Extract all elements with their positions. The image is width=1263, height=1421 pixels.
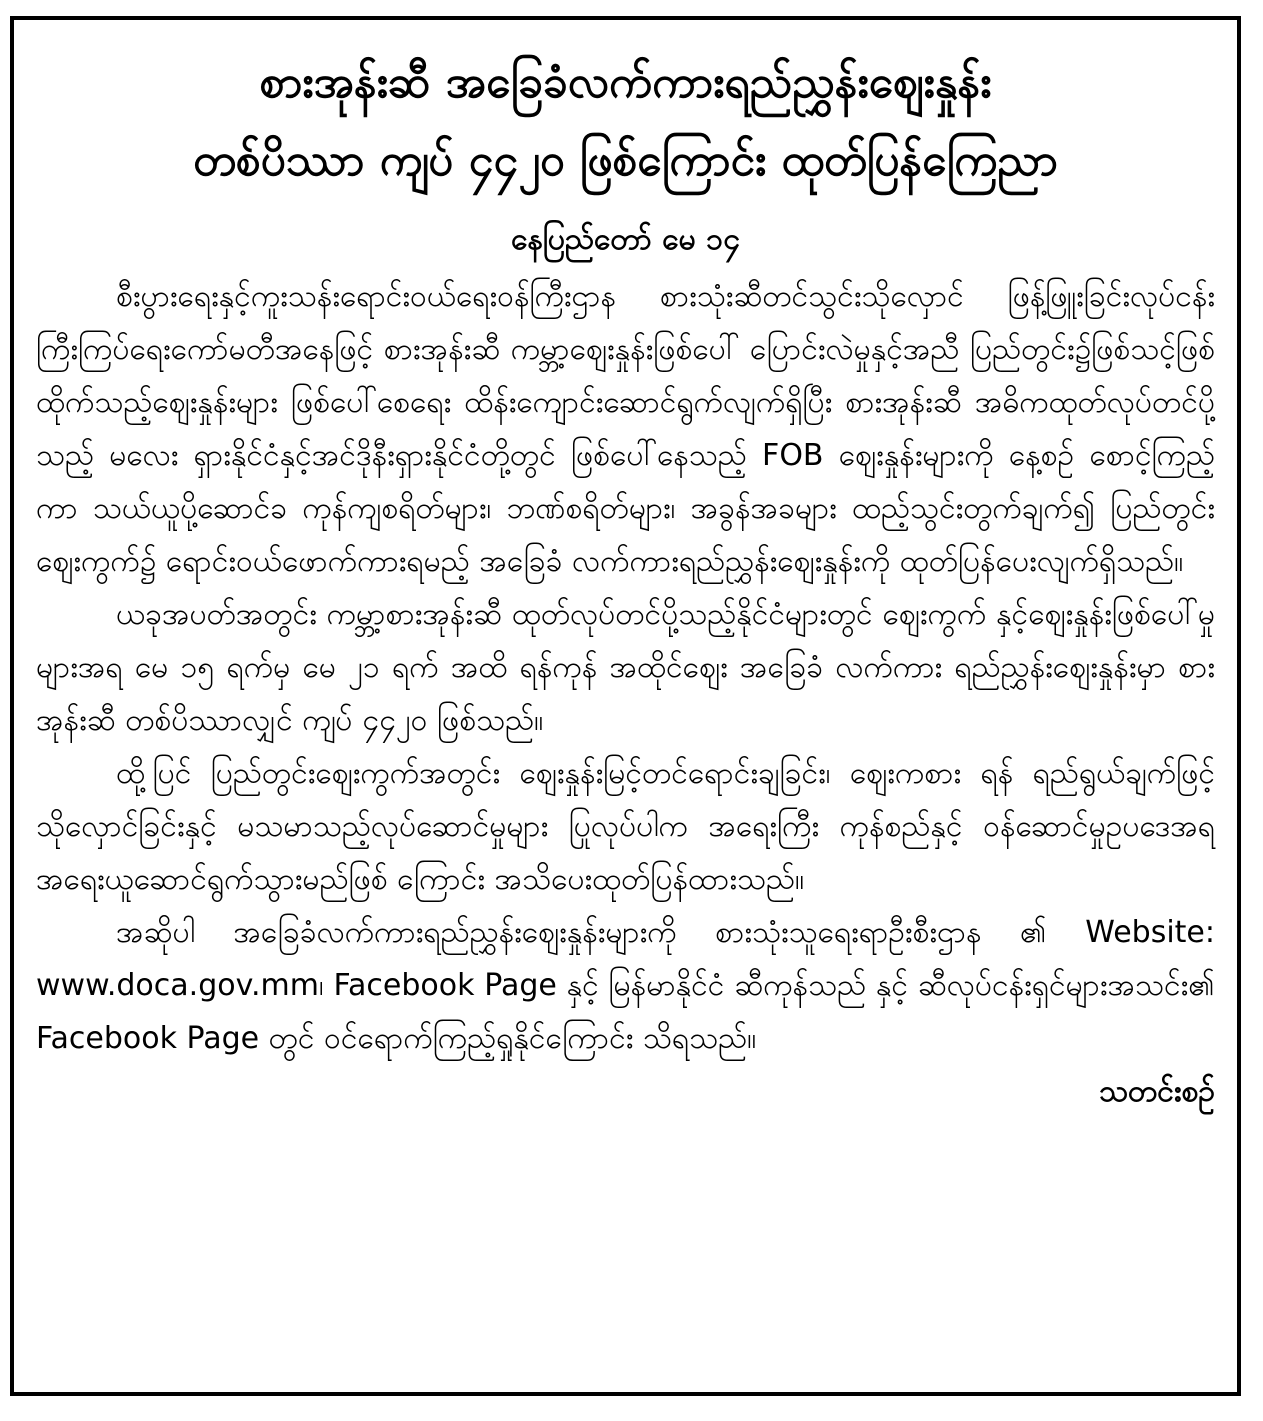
news-article	[10, 16, 1241, 1396]
byline: သတင်းစဉ်	[1099, 1074, 1215, 1109]
body-paragraph-2: ယခုအပတ်အတွင်း ကမ္ဘာ့စားအုန်းဆီ ထုတ်လုပ်တင်ပို့သည့်နိုင်ငံများတွင် ဈေးကွက် နှင့်ဈေးနှုန်းဖြစ်ပေါ်မှုများအရ မေ ၁၅ ရက်မှ မေ ၂၁ ရက် အထိ ရန်ကုန် အထိုင်ဈေး အခြေခံ လက်ကား ရည်ညွှန်းဈေးနှုန်းမှာ စားအုန်းဆီ တစ်ပိဿာလျှင် ကျပ် ၄၄၂၀ ဖြစ်သည်။	[36, 597, 1215, 738]
body-paragraph-4: အဆိုပါ အခြေခံလက်ကားရည်ညွှန်းဈေးနှုန်းများကို စားသုံးသူရေးရာဦးစီးဌာန ၏ Website: www.doca.gov.mm၊ Facebook Page နှင့် မြန်မာနိုင်ငံ ဆီကုန်သည် နှင့် ဆီလုပ်ငန်းရှင်များအသင်း၏ Facebook Page တွင် ဝင်ရောက်ကြည့်ရှုနိုင်ကြောင်း သိရသည်။	[36, 915, 1215, 1056]
body-paragraph-3: ထို့ပြင် ပြည်တွင်းဈေးကွက်အတွင်း ဈေးနှုန်းမြင့်တင်ရောင်းချခြင်း၊ ဈေးကစား ရန် ရည်ရွယ်ချက်ဖြင့် သိုလှောင်ခြင်းနှင့် မသမာသည့်လုပ်ဆောင်မှုများ ပြုလုပ်ပါက အရေးကြီး ကုန်စည်နှင့် ဝန်ဆောင်မှုဥပဒေအရ အရေးယူဆောင်ရွက်သွားမည်ဖြစ် ကြောင်း အသိပေးထုတ်ပြန်ထားသည်။	[36, 756, 1215, 897]
dateline: နေပြည်တော် မေ ၁၄	[511, 222, 740, 257]
byline-row	[36, 1065, 1215, 1118]
headline-line-2: တစ်ပိဿာ ကျပ် ၄၄၂၀ ဖြစ်ကြောင်း ထုတ်ပြန်ကြေညာ	[193, 135, 1058, 186]
headline-line-1: စားအုန်းဆီ အခြေခံလက်ကားရည်ညွှန်းဈေးနှုန်း	[259, 57, 992, 108]
body-paragraph-1: စီးပွားရေးနှင့်ကူးသန်းရောင်းဝယ်ရေးဝန်ကြီးဌာန စားသုံးဆီတင်သွင်းသိုလှောင် ဖြန့်ဖြူးခြင်းလုပ်ငန်းကြီးကြပ်ရေးကော်မတီအနေဖြင့် စားအုန်းဆီ ကမ္ဘာ့ဈေးနှုန်းဖြစ်ပေါ် ပြောင်းလဲမှုနှင့်အညီ ပြည်တွင်း၌ဖြစ်သင့်ဖြစ်ထိုက်သည့်ဈေးနှုန်းများ ဖြစ်ပေါ်စေရေး ထိန်းကျောင်းဆောင်ရွက်လျက်ရှိပြီး စားအုန်းဆီ အဓိကထုတ်လုပ်တင်ပို့သည့် မလေး ရှားနိုင်ငံနှင့်အင်ဒိုနီးရှားနိုင်ငံတို့တွင် ဖြစ်ပေါ်နေသည့် FOB ဈေးနှုန်းများကို နေ့စဉ် စောင့်ကြည့်ကာ သယ်ယူပို့ဆောင်ခ ကုန်ကျစရိတ်များ၊ ဘဏ်စရိတ်များ၊ အခွန်အခများ ထည့်သွင်းတွက်ချက်၍ ပြည်တွင်းဈေးကွက်၌ ရောင်းဝယ်ဖောက်ကားရမည့် အခြေခံ လက်ကားရည်ညွှန်းဈေးနှုန်းကို ထုတ်ပြန်ပေးလျက်ရှိသည်။	[36, 279, 1215, 579]
